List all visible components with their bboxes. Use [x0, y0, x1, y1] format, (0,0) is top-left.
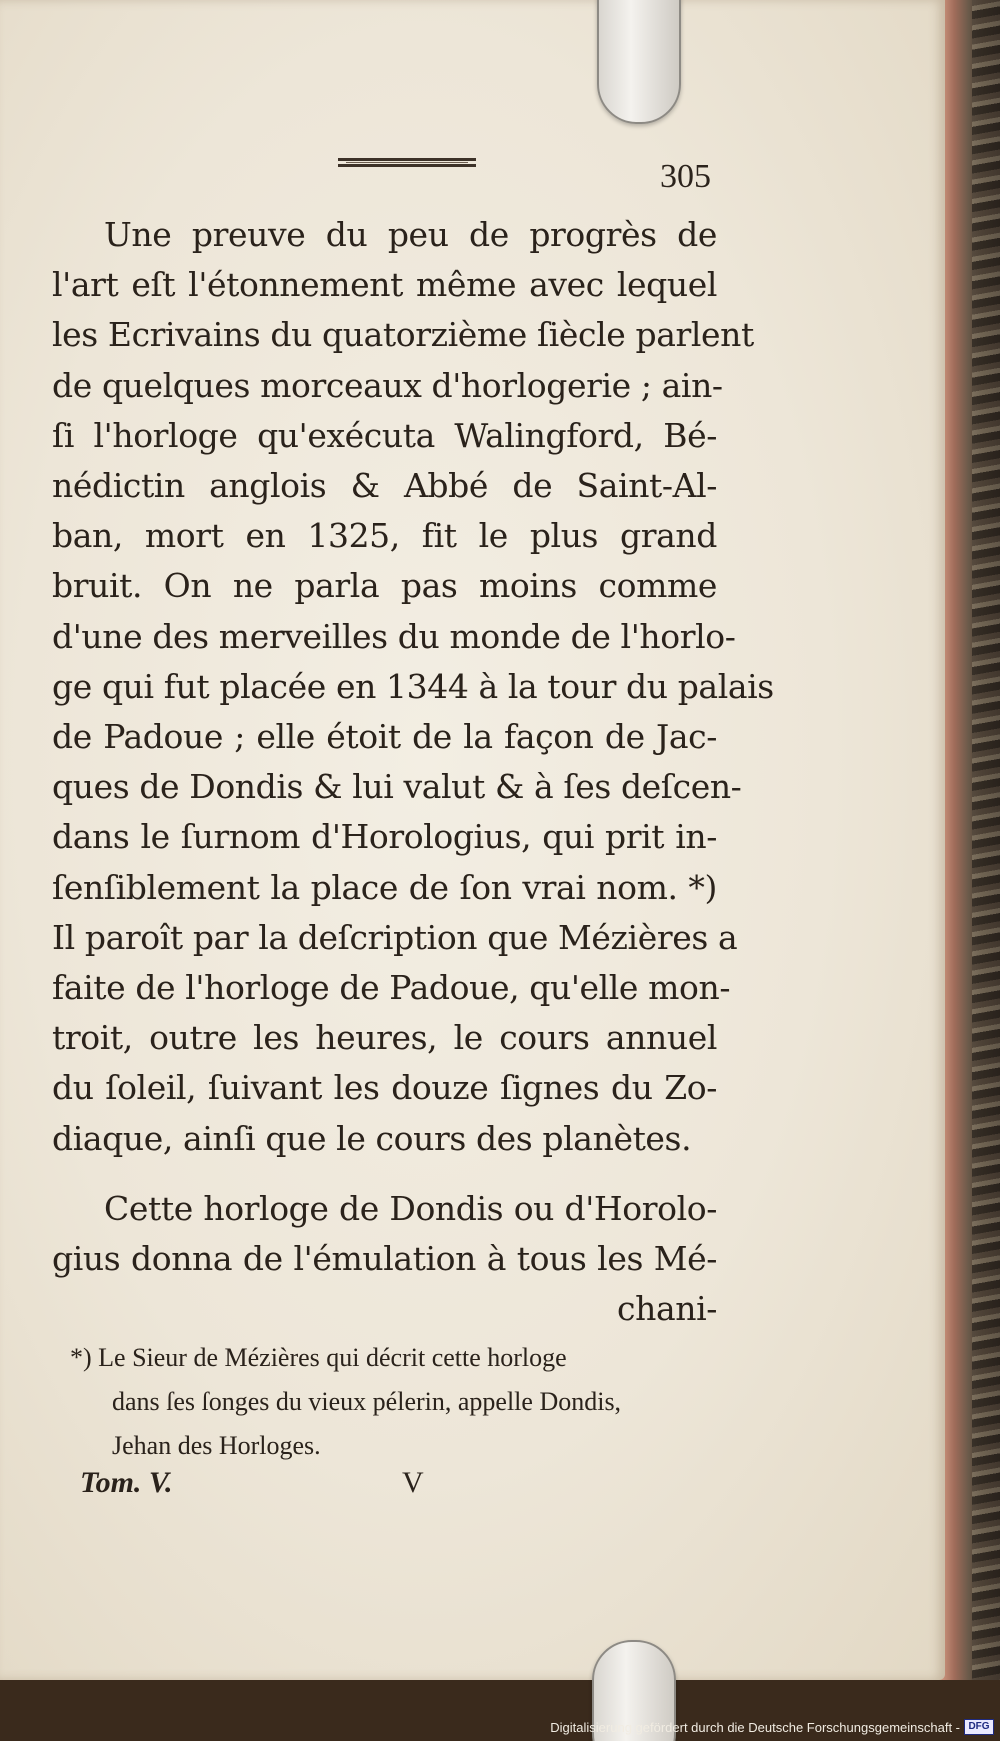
text-line: d'une des merveilles du monde de l'horlo-	[52, 616, 736, 656]
text-line: l'art eſt l'étonnement même avec lequel	[52, 265, 717, 305]
text-line: gius donna de l'émulation à tous les Mé-	[52, 1239, 717, 1279]
page-clip-top	[597, 0, 681, 124]
catchword: chani-	[617, 1289, 717, 1329]
text-line: ques de Dondis & lui valut & à ſes deſcen-	[52, 767, 742, 807]
page-number: 305	[660, 158, 711, 195]
text-line: de Padoue ; elle étoit de la façon de Jac-	[52, 717, 717, 757]
funding-credit: Digitalisierung gefördert durch die Deutsche Forschungsgemeinschaft -	[550, 1720, 960, 1735]
footnote-line: *) Le Sieur de Mézières qui décrit cette horloge	[70, 1343, 567, 1372]
text-line: troit, outre les heures, le cours annuel	[52, 1018, 717, 1058]
text-line: dans le ſurnom d'Horologius, qui prit in-	[52, 817, 717, 857]
text-line: diaque, ainſi que le cours des planètes.	[52, 1118, 692, 1158]
marbled-cover	[972, 0, 1000, 1741]
text-line: ban, mort en 1325, fit le plus grand	[52, 516, 717, 556]
text-line: ſi l'horloge qu'exécuta Walingford, Bé-	[52, 415, 717, 455]
gathering-signature: V	[402, 1466, 424, 1499]
text-line: bruit. On ne parla pas moins comme	[52, 566, 717, 606]
text-line: nédictin anglois & Abbé de Saint-Al-	[52, 466, 717, 506]
footnote	[70, 1336, 720, 1468]
text-line: de quelques morceaux d'horlogerie ; ain-	[52, 365, 723, 405]
text-line: ge qui fut placée en 1344 à la tour du palais	[52, 666, 774, 706]
footnote-line: dans ſes ſonges du vieux pélerin, appelle Dondis,	[112, 1387, 622, 1416]
volume-signature: Tom. V.	[80, 1466, 173, 1499]
paragraph-gap	[52, 1164, 717, 1184]
text-line: Une preuve du peu de progrès de	[104, 215, 717, 254]
text-line: ſenſiblement la place de ſon vrai nom. *)	[52, 867, 717, 907]
text-line: Cette horloge de Dondis ou d'Horolo-	[104, 1188, 717, 1228]
footnote-line: Jehan des Horloges.	[112, 1431, 321, 1460]
text-line: faite de l'horloge de Padoue, qu'elle mon-	[52, 968, 731, 1008]
text-line: du ſoleil, ſuivant les douze ſignes du Zo-	[52, 1068, 717, 1108]
text-line: Il paroît par la deſcription que Mézières a	[52, 917, 738, 957]
header-rule	[338, 158, 476, 167]
dfg-logo: DFG	[964, 1719, 994, 1735]
main-text	[52, 210, 774, 1334]
text-line: les Ecrivains du quatorzième ſiècle parlent	[52, 315, 754, 355]
